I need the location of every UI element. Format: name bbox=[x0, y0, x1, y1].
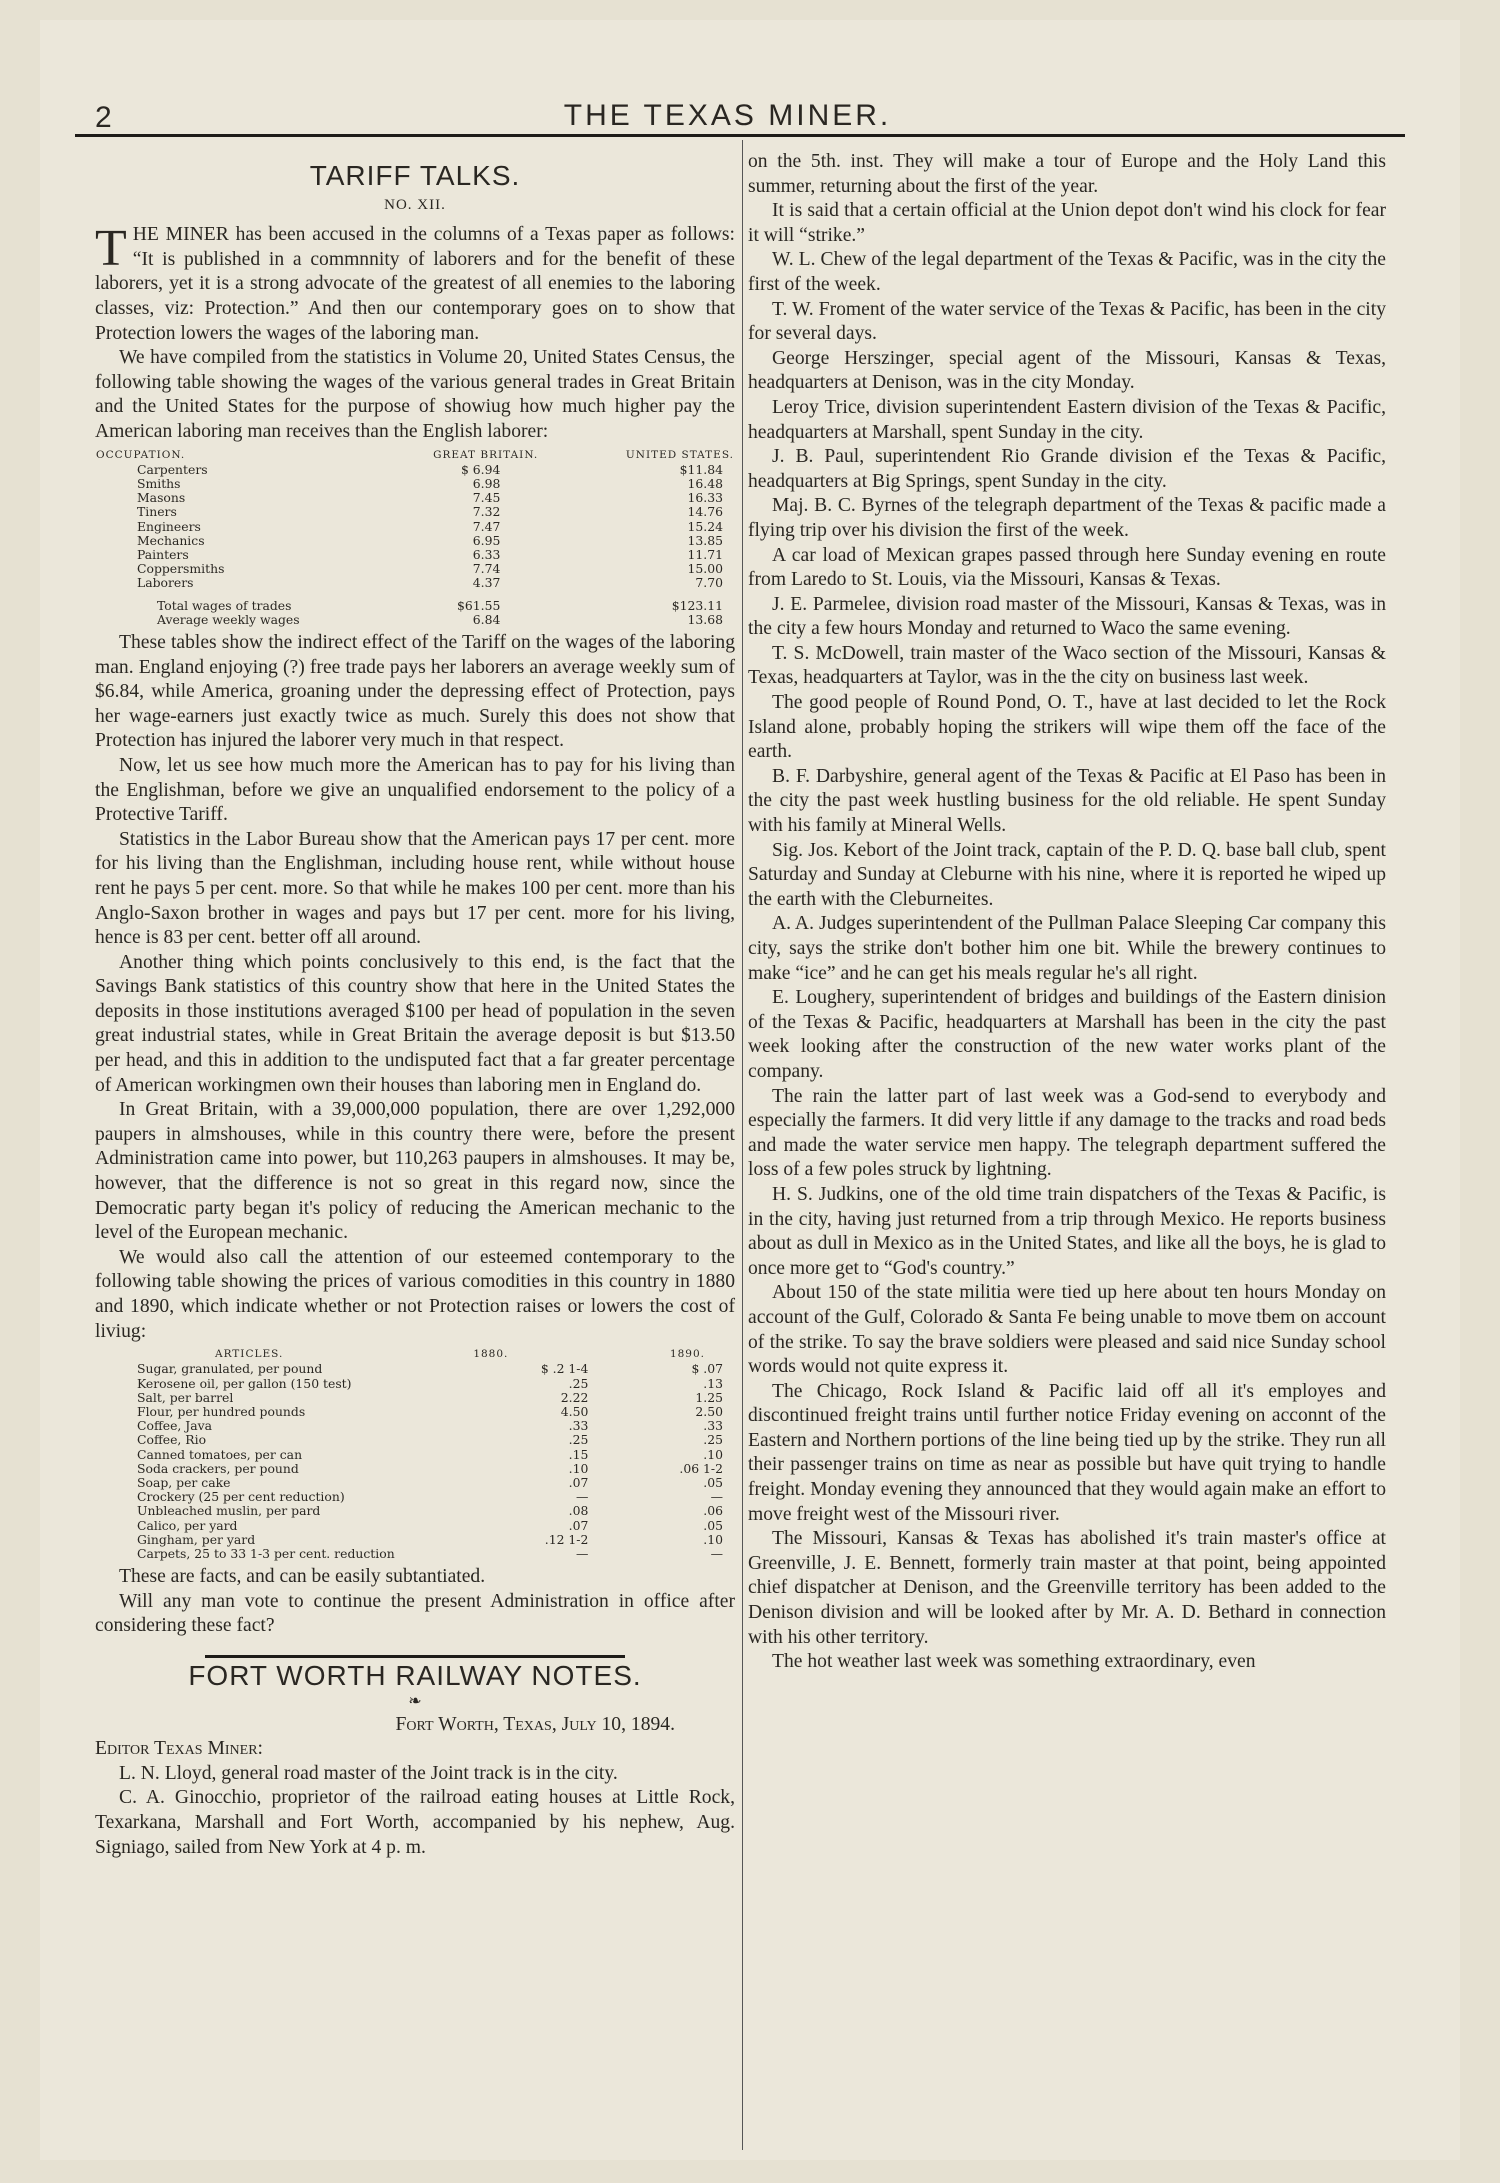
prices-cell: .15 bbox=[568, 1446, 589, 1462]
drop-cap: T bbox=[95, 220, 127, 278]
page-header bbox=[55, 95, 1400, 137]
prices-cell: .33 bbox=[568, 1418, 589, 1434]
prices-cell: .25 bbox=[568, 1375, 589, 1391]
header-rule bbox=[75, 134, 1405, 137]
wages-cell: $11.84 bbox=[679, 461, 723, 477]
wages-cell: 16.33 bbox=[687, 490, 723, 506]
wages-cell: Masons bbox=[137, 490, 186, 506]
wages-total-cell: $123.11 bbox=[671, 597, 723, 613]
wages-cell: Tiners bbox=[137, 504, 177, 520]
prices-cell: Canned tomatoes, per can bbox=[137, 1446, 303, 1462]
wages-header-us: UNITED STATES. bbox=[625, 448, 734, 461]
prices-cell: .33 bbox=[703, 1418, 723, 1434]
prices-table bbox=[95, 1346, 735, 1561]
wages-row bbox=[95, 562, 735, 576]
wages-row bbox=[95, 520, 735, 534]
tariff-paragraph-3: These tables show the indirect effect of the Tariff on the wages of the laboring man. England enjoying (?) free trade pays her laborers an average weekly sum of $6.84, while America, groaning under the depressing effect of Protection, pays her wage-earners just exactly twice as much. Surely this does not show that Protection has injured the laborer very much in that respect. bbox=[95, 631, 735, 752]
prices-cell: $ .2 1-4 bbox=[540, 1361, 589, 1377]
prices-row bbox=[95, 1504, 735, 1518]
prices-cell: Kerosene oil, per gallon (150 test) bbox=[137, 1375, 352, 1391]
tariff-number: NO. XII. bbox=[384, 196, 446, 213]
wages-total-cell: 6.84 bbox=[472, 611, 501, 627]
wages-cell: 16.48 bbox=[687, 475, 723, 491]
tariff-paragraph-1 bbox=[95, 220, 735, 346]
prices-cell: Carpets, 25 to 33 1-3 per cent. reduction bbox=[137, 1546, 395, 1562]
prices-row bbox=[95, 1448, 735, 1462]
prices-cell: .05 bbox=[703, 1517, 723, 1533]
prices-row bbox=[95, 1533, 735, 1547]
railway-note: It is said that a certain official at the Union depot don't wind his clock for fear it will “strike.” bbox=[748, 200, 1386, 246]
prices-header-1880: 1880. bbox=[473, 1348, 509, 1361]
wages-total-cell: 13.68 bbox=[687, 611, 723, 627]
tariff-paragraph-9: These are facts, and can be easily subtantiated. bbox=[119, 1566, 486, 1588]
wages-cell: 15.24 bbox=[687, 518, 723, 534]
railway-note: The Missouri, Kansas & Texas has abolished it's train master's office at Greenville, J. E. Bennett, formerly train master at that point, being appointed chief dispatcher at Denison, and the Greenville territory has been added to the Denison division and will be looked after by Mr. A. D. Bethard in connection with his other territory. bbox=[748, 1528, 1386, 1648]
prices-cell: Coffee, Java bbox=[137, 1418, 213, 1434]
wages-table bbox=[95, 447, 735, 627]
wages-header-gb: GREAT BRITAIN. bbox=[433, 448, 539, 461]
masthead: THE TEXAS MINER. bbox=[563, 99, 892, 132]
railway-note: E. Loughery, superintendent of bridges and buildings of the Eastern dinision of the Texas & Pacific, headquarters at Marshall has been in the city the past week looking after the construction of the new water works plant of the company. bbox=[748, 987, 1386, 1082]
prices-cell: .06 1-2 bbox=[679, 1460, 723, 1476]
wages-cell: 6.98 bbox=[472, 475, 501, 491]
prices-cell: Flour, per hundred pounds bbox=[137, 1404, 306, 1419]
wages-row bbox=[95, 463, 735, 477]
prices-row bbox=[95, 1462, 735, 1476]
prices-cell: .08 bbox=[568, 1503, 589, 1519]
tariff-paragraph-7: In Great Britain, with a 39,000,000 population, there are over 1,292,000 paupers in almshouses, while in this country there were, before the present Administration came into power, but 110,263 paupers in almshouses. It may be, however, that the difference is not so great in this regard now, since the Democratic party began it's policy of reducing the American mechanic to the level of the European mechanic. bbox=[95, 1099, 735, 1244]
tariff-paragraph-10: Will any man vote to continue the present Administration in office after considering these fact? bbox=[95, 1590, 735, 1637]
wages-row bbox=[95, 505, 735, 519]
prices-row bbox=[95, 1476, 735, 1490]
prices-cell: .07 bbox=[568, 1475, 589, 1491]
wages-cell: Mechanics bbox=[137, 532, 205, 548]
railway-note: About 150 of the state militia were tied up here about ten hours Monday on account of the Gulf, Colorado & Santa Fe being unable to move tbem on account of the strike. To say the brave soldiers were pleased and said nice Sunday school words would not quite express it. bbox=[748, 1282, 1386, 1378]
railway-note: Maj. B. C. Byrnes of the telegraph department of the Texas & pacific made a flying trip over his division the first of the week. bbox=[748, 495, 1386, 541]
railway-note: J. B. Paul, superintendent Rio Grande division ef the Texas & Pacific, headquarters at Big Springs, spent Sunday in the city. bbox=[748, 446, 1386, 492]
wages-row bbox=[95, 477, 735, 491]
prices-cell: Soda crackers, per pound bbox=[137, 1460, 299, 1476]
prices-row bbox=[95, 1433, 735, 1447]
wages-total-cell: Total wages of trades bbox=[157, 597, 292, 613]
prices-cell: — bbox=[710, 1546, 723, 1562]
prices-cell: — bbox=[575, 1546, 589, 1562]
tariff-title: TARIFF TALKS. bbox=[309, 160, 521, 191]
wages-cell: 6.33 bbox=[472, 546, 501, 562]
wages-cell: Smiths bbox=[137, 475, 181, 491]
railway-note: J. E. Parmelee, division road master of the Missouri, Kansas & Texas, was in the city a few hours Monday and returned to Waco the same evening. bbox=[748, 593, 1386, 640]
tariff-paragraph-2: We have compiled from the statistics in Volume 20, United States Census, the following table showing the wages of the various general trades in Great Britain and the United States for the purpose of showiug how much higher pay the American laboring man receives than the English laborer: bbox=[95, 347, 735, 442]
railway-note: The Chicago, Rock Island & Pacific laid off all it's employes and discontinued freight trains until further notice Friday evening on acconnt of the Eastern and Northern portions of the line being tied up by the strike. They run all their passenger trains on time as near as possible but have quit trying to handle freight. Monday evening they announced that they would again make an effort to move freight west of the Missouri river. bbox=[748, 1380, 1386, 1525]
prices-cell: .13 bbox=[703, 1375, 723, 1391]
prices-row bbox=[95, 1362, 735, 1376]
tariff-paragraph-5: Statistics in the Labor Bureau show that the American pays 17 per cent. more for his living than the Englishman, including house rent, while without house rent he pays 5 per cent. more. So that while he makes 100 per cent. more than his Anglo-Saxon brother in wages and pays but 17 per cent. more for his living, hence is 83 per cent. better off all around. bbox=[95, 828, 735, 949]
wages-cell: Laborers bbox=[137, 575, 194, 591]
prices-header-1890: 1890. bbox=[669, 1348, 705, 1361]
prices-cell: 2.22 bbox=[560, 1389, 589, 1405]
prices-row bbox=[95, 1490, 735, 1504]
wages-cell: $ 6.94 bbox=[460, 461, 501, 477]
wages-cell: Painters bbox=[137, 546, 189, 562]
prices-cell: — bbox=[575, 1489, 589, 1505]
railway-note: George Herszinger, special agent of the Missouri, Kansas & Texas, headquarters at Denison, was in the city Monday. bbox=[748, 347, 1386, 394]
prices-cell: .05 bbox=[703, 1475, 723, 1491]
prices-cell: Calico, per yard bbox=[137, 1517, 238, 1533]
wages-cell: 7.47 bbox=[472, 518, 501, 534]
prices-cell: 1.25 bbox=[695, 1389, 723, 1405]
wages-cell: 7.74 bbox=[472, 561, 501, 577]
prices-cell: Gingham, per yard bbox=[137, 1531, 256, 1547]
tariff-paragraph-8: We would also call the attention of our esteemed contemporary to the following table showing the prices of various comodities in this country in 1880 and 1890, which indicate whether or not Protection raises or lowers the cost of liviug: bbox=[95, 1246, 735, 1342]
prices-row bbox=[95, 1547, 735, 1561]
prices-cell: Sugar, granulated, per pound bbox=[137, 1361, 323, 1377]
prices-cell: Unbleached muslin, per pard bbox=[137, 1503, 321, 1519]
prices-cell: .06 bbox=[703, 1503, 723, 1519]
tariff-paragraph-6: Another thing which points conclusively to this end, is the fact that the Savings Bank statistics of this country show that here in the United States the deposits in those institutions averaged $100 per head of population in the seven great industrial states, while in Great Britain the average deposit is but $13.50 per head, and this in addition to the undisputed fact that a far greater percentage of American workingmen own their houses than laboring men in England do. bbox=[95, 951, 735, 1096]
railway-note: A car load of Mexican grapes passed through here Sunday evening en route from Laredo to St. Louis, via the Missouri, Kansas & Texas. bbox=[748, 544, 1386, 591]
wages-total-cell: $61.55 bbox=[457, 597, 501, 613]
wages-cell: 15.00 bbox=[687, 561, 723, 577]
wages-row bbox=[95, 576, 735, 590]
wages-cell: 7.70 bbox=[695, 575, 723, 591]
wages-cell: 7.32 bbox=[472, 504, 501, 520]
right-column bbox=[748, 150, 1386, 1675]
railway-title: FORT WORTH RAILWAY NOTES. bbox=[188, 1660, 642, 1692]
wages-total-row bbox=[95, 591, 735, 613]
prices-cell: 4.50 bbox=[560, 1404, 589, 1419]
prices-cell: .10 bbox=[703, 1446, 723, 1462]
wages-row bbox=[95, 491, 735, 505]
wages-total-row bbox=[95, 613, 735, 627]
wages-row bbox=[95, 534, 735, 548]
page-number: 2 bbox=[95, 101, 112, 134]
prices-cell: Coffee, Rio bbox=[137, 1432, 207, 1448]
dateline: Fort Worth, Texas, July 10, 1894. bbox=[395, 1713, 675, 1735]
prices-cell: — bbox=[710, 1489, 723, 1505]
railway-note: The rain the latter part of last week was a God-send to everybody and especially the farmers. It did very little if any damage to the tracks and road beds and made the water service men happy. The telegraph department suffered the loss of a few poles struck by lightning. bbox=[748, 1085, 1386, 1181]
prices-row bbox=[95, 1391, 735, 1405]
prices-header-articles: ARTICLES. bbox=[215, 1348, 284, 1361]
wages-cell: Carpenters bbox=[137, 461, 208, 477]
wages-total-cell: Average weekly wages bbox=[157, 611, 300, 627]
prices-row bbox=[95, 1405, 735, 1419]
salutation: Editor Texas Miner: bbox=[95, 1738, 263, 1760]
tariff-paragraph-4: Now, let us see how much more the American has to pay for his living than the Englishman, before we give an unqualified endorsement to the policy of a Protective Tariff. bbox=[95, 754, 735, 826]
prices-cell: .25 bbox=[703, 1432, 723, 1448]
railway-note: T. S. McDowell, train master of the Waco section of the Missouri, Kansas & Texas, headquarters at Taylor, was in the the city on business last week. bbox=[748, 642, 1386, 689]
railway-note: L. N. Lloyd, general road master of the Joint track is in the city. bbox=[119, 1762, 618, 1784]
ornament-icon: ❧ bbox=[408, 1692, 422, 1710]
wages-cell: Coppersmiths bbox=[137, 561, 225, 577]
railway-note: Sig. Jos. Kebort of the Joint track, captain of the P. D. Q. base ball club, spent Saturday and Sunday at Cleburne with his nine, where it is reported he wiped up the earth with the Cleburneites. bbox=[748, 839, 1386, 910]
prices-cell: .10 bbox=[703, 1531, 723, 1547]
prices-cell: 2.50 bbox=[695, 1404, 723, 1419]
wages-cell: 14.76 bbox=[687, 504, 723, 520]
railway-note: The good people of Round Pond, O. T., have at last decided to let the Rock Island alone, probably hoping the strikers will wipe them off the face of the earth. bbox=[748, 692, 1386, 763]
railway-note: W. L. Chew of the legal department of the Texas & Pacific, was in the city the first of the week. bbox=[748, 249, 1386, 295]
column-divider bbox=[742, 140, 743, 2150]
wages-header-occupation: OCCUPATION. bbox=[96, 448, 186, 461]
railway-note: T. W. Froment of the water service of the Texas & Pacific, has been in the city for several days. bbox=[748, 298, 1386, 345]
prices-row bbox=[95, 1377, 735, 1391]
railway-note: Leroy Trice, division superintendent Eastern division of the Texas & Pacific, headquarters at Marshall, spent Sunday in the city. bbox=[748, 396, 1386, 443]
prices-row bbox=[95, 1519, 735, 1533]
railway-note: on the 5th. inst. They will make a tour of Europe and the Holy Land this summer, returning about the first of the year. bbox=[748, 151, 1386, 197]
prices-cell: .12 1-2 bbox=[544, 1531, 589, 1547]
prices-cell: Soap, per cake bbox=[137, 1475, 231, 1491]
railway-note: The hot weather last week was something extraordinary, even bbox=[772, 1651, 1256, 1673]
wages-cell: 4.37 bbox=[472, 575, 501, 591]
prices-cell: .10 bbox=[568, 1460, 589, 1476]
wages-cell: Engineers bbox=[137, 518, 201, 534]
wages-cell: 7.45 bbox=[472, 490, 501, 506]
prices-cell: .07 bbox=[568, 1517, 589, 1533]
wages-cell: 6.95 bbox=[472, 532, 501, 548]
wages-cell: 11.71 bbox=[687, 546, 723, 562]
railway-note: C. A. Ginocchio, proprietor of the railroad eating houses at Little Rock, Texarkana, Marshall and Fort Worth, accompanied by his nephew, Aug. Signiago, sailed from New York at 4 p. m. bbox=[95, 1787, 735, 1858]
prices-cell: Salt, per barrel bbox=[137, 1389, 234, 1405]
tariff-paragraph-1-text: HE MINER has been accused in the columns of a Texas paper as follows: “It is published in a commnnity of laborers and for the benefit of these laborers, yet it is a strong advocate of the greatest of all enemies to the laboring classes, viz: Protection.” And then our contemporary goes on to show that Protection lowers the wages of the laboring man. bbox=[95, 224, 735, 344]
section-rule bbox=[205, 1655, 625, 1658]
wages-row bbox=[95, 548, 735, 562]
wages-cell: 13.85 bbox=[687, 532, 723, 548]
prices-cell: $ .07 bbox=[691, 1361, 723, 1377]
prices-row bbox=[95, 1419, 735, 1433]
prices-cell: .25 bbox=[568, 1432, 589, 1448]
railway-note: B. F. Darbyshire, general agent of the Texas & Pacific at El Paso has been in the city the past week hustling business for the old reliable. He spent Sunday with his family at Mineral Wells. bbox=[748, 765, 1386, 837]
railway-note: H. S. Judkins, one of the old time train dispatchers of the Texas & Pacific, is in the city, having just returned from a trip through Mexico. He reports business about as dull in Mexico as in the United States, and like all the boys, he is glad to once more get to “God's country.” bbox=[748, 1183, 1386, 1279]
prices-cell: Crockery (25 per cent reduction) bbox=[137, 1489, 345, 1505]
railway-note: A. A. Judges superintendent of the Pullman Palace Sleeping Car company this city, says the strike don't bother him one bit. While the brewery continues to make “ice” and he can get his meals regular he's all right. bbox=[748, 913, 1386, 984]
left-column bbox=[95, 150, 735, 1860]
